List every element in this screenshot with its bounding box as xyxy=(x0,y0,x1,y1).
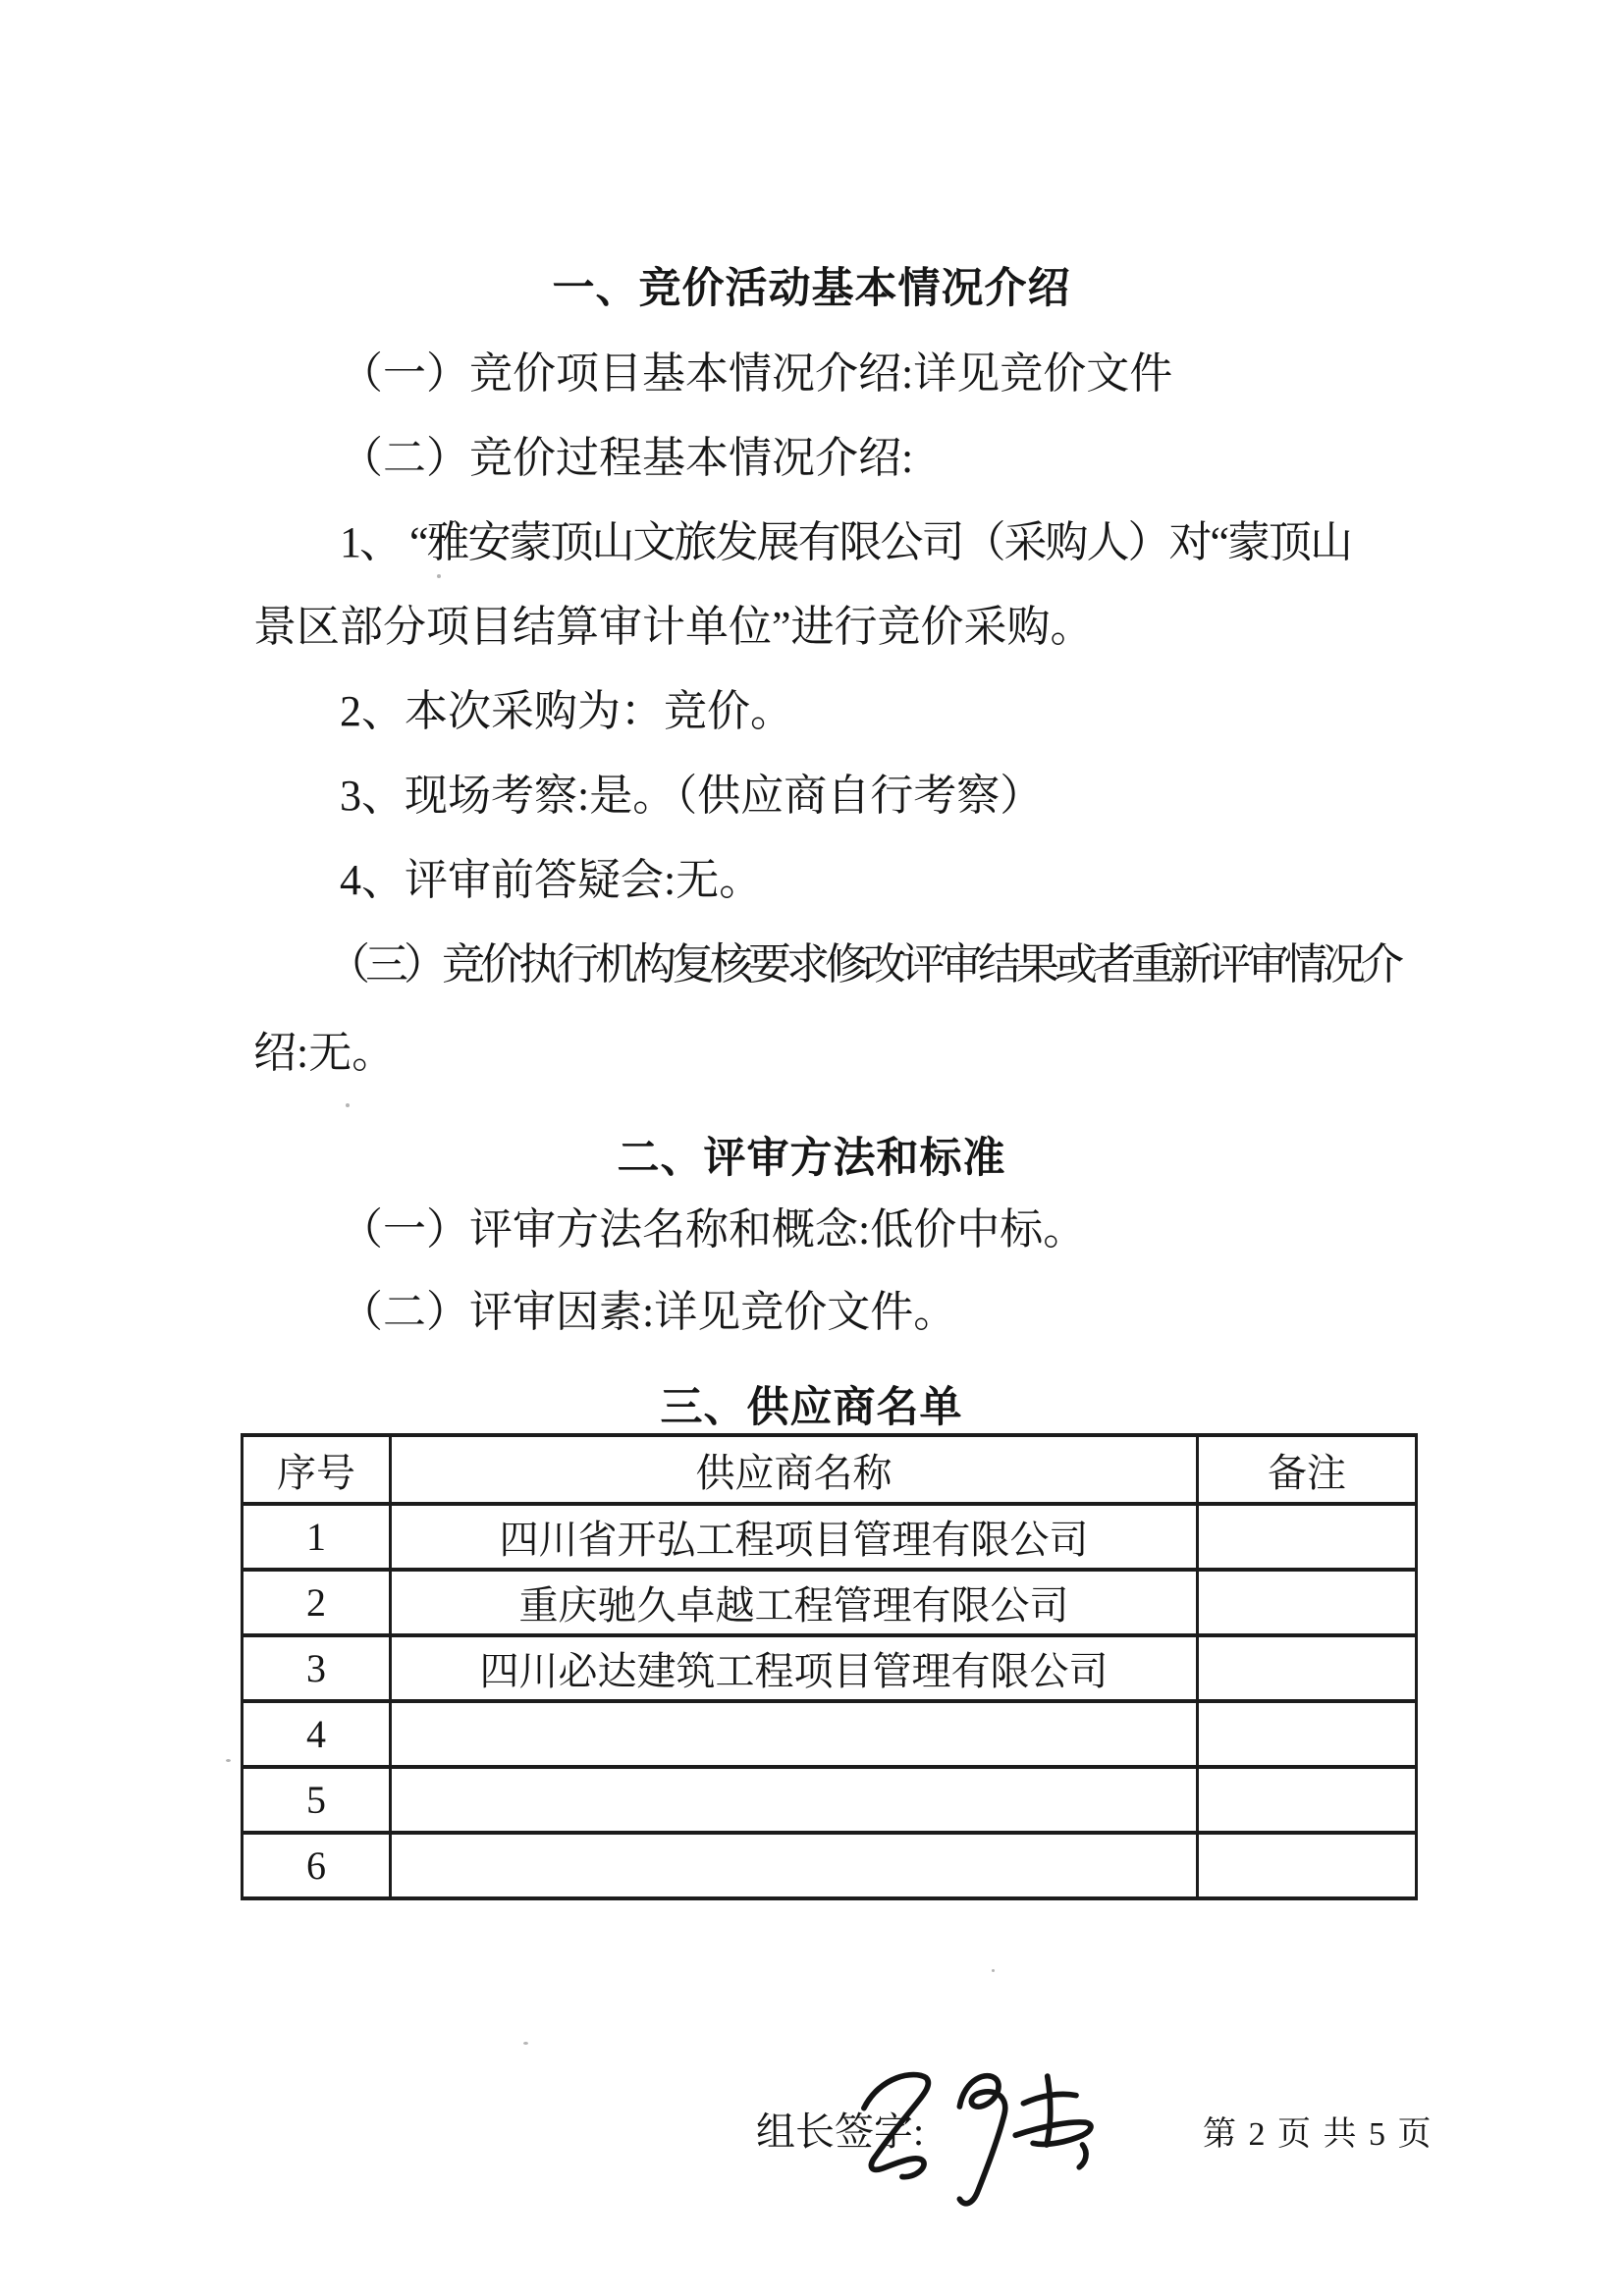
row-remark xyxy=(1198,1833,1417,1898)
suppliers-table xyxy=(241,1433,1418,1900)
para-review-factors: （二）评审因素:详见竞价文件。 xyxy=(340,1288,957,1336)
para-item1-line1: 1、 “雅安蒙顶山文旅发展有限公司（采购人）对“蒙顶山 xyxy=(340,518,1352,566)
table-row xyxy=(243,1570,1417,1635)
row-supplier-name xyxy=(391,1833,1198,1898)
handwritten-signature-icon xyxy=(846,2044,1102,2220)
row-no: 2 xyxy=(243,1570,391,1635)
table-row xyxy=(243,1504,1417,1570)
page-number: 第 2 页 共 5 页 xyxy=(1203,2116,1434,2153)
row-no: 3 xyxy=(243,1635,391,1701)
section-1-heading: 一、竞价活动基本情况介绍 xyxy=(552,266,1071,312)
row-remark xyxy=(1198,1701,1417,1767)
para-item3: 3、现场考察:是。（供应商自行考察） xyxy=(340,772,1044,820)
row-no: 6 xyxy=(243,1833,391,1898)
row-supplier-name xyxy=(391,1701,1198,1767)
scan-speck xyxy=(523,2042,528,2045)
row-remark xyxy=(1198,1635,1417,1701)
scan-speck xyxy=(992,1969,995,1972)
section-3-heading: 三、供应商名单 xyxy=(660,1385,963,1431)
header-supplier-name: 供应商名称 xyxy=(391,1435,1198,1504)
para-method-name: （一）评审方法名称和概念:低价中标。 xyxy=(340,1205,1087,1254)
header-remark: 备注 xyxy=(1198,1435,1417,1504)
row-supplier-name xyxy=(391,1767,1198,1833)
row-remark xyxy=(1198,1504,1417,1570)
para-item4: 4、评审前答疑会:无。 xyxy=(340,856,763,904)
signature-label: 组长签字: xyxy=(756,2109,925,2154)
table-header-row xyxy=(243,1435,1417,1504)
para-review-recheck-line2: 绍:无。 xyxy=(253,1029,396,1077)
row-remark xyxy=(1198,1767,1417,1833)
para-review-recheck-line1: （三）竞价执行机构复核要求修改评审结果或者重新评审情况介 xyxy=(327,940,1399,988)
row-no: 5 xyxy=(243,1767,391,1833)
table-row xyxy=(243,1767,1417,1833)
table-row xyxy=(243,1635,1417,1701)
scan-speck xyxy=(346,1103,350,1107)
scan-speck xyxy=(437,574,441,578)
row-no: 4 xyxy=(243,1701,391,1767)
table-row xyxy=(243,1833,1417,1898)
table-row xyxy=(243,1701,1417,1767)
scan-speck xyxy=(226,1759,231,1762)
para-item2: 2、本次采购为：竞价。 xyxy=(340,687,793,735)
row-remark xyxy=(1198,1570,1417,1635)
header-no: 序号 xyxy=(243,1435,391,1504)
row-no: 1 xyxy=(243,1504,391,1570)
section-2-heading: 二、评审方法和标准 xyxy=(617,1136,1006,1182)
row-supplier-name: 四川必达建筑工程项目管理有限公司 xyxy=(391,1635,1198,1701)
para-project-intro: （一）竞价项目基本情况介绍:详见竞价文件 xyxy=(340,349,1173,398)
row-supplier-name: 重庆驰久卓越工程管理有限公司 xyxy=(391,1570,1198,1635)
para-item1-line2: 景区部分项目结算审计单位”进行竞价采购。 xyxy=(253,603,1094,651)
row-supplier-name: 四川省开弘工程项目管理有限公司 xyxy=(391,1504,1198,1570)
para-process-intro: （二）竞价过程基本情况介绍: xyxy=(340,434,914,482)
